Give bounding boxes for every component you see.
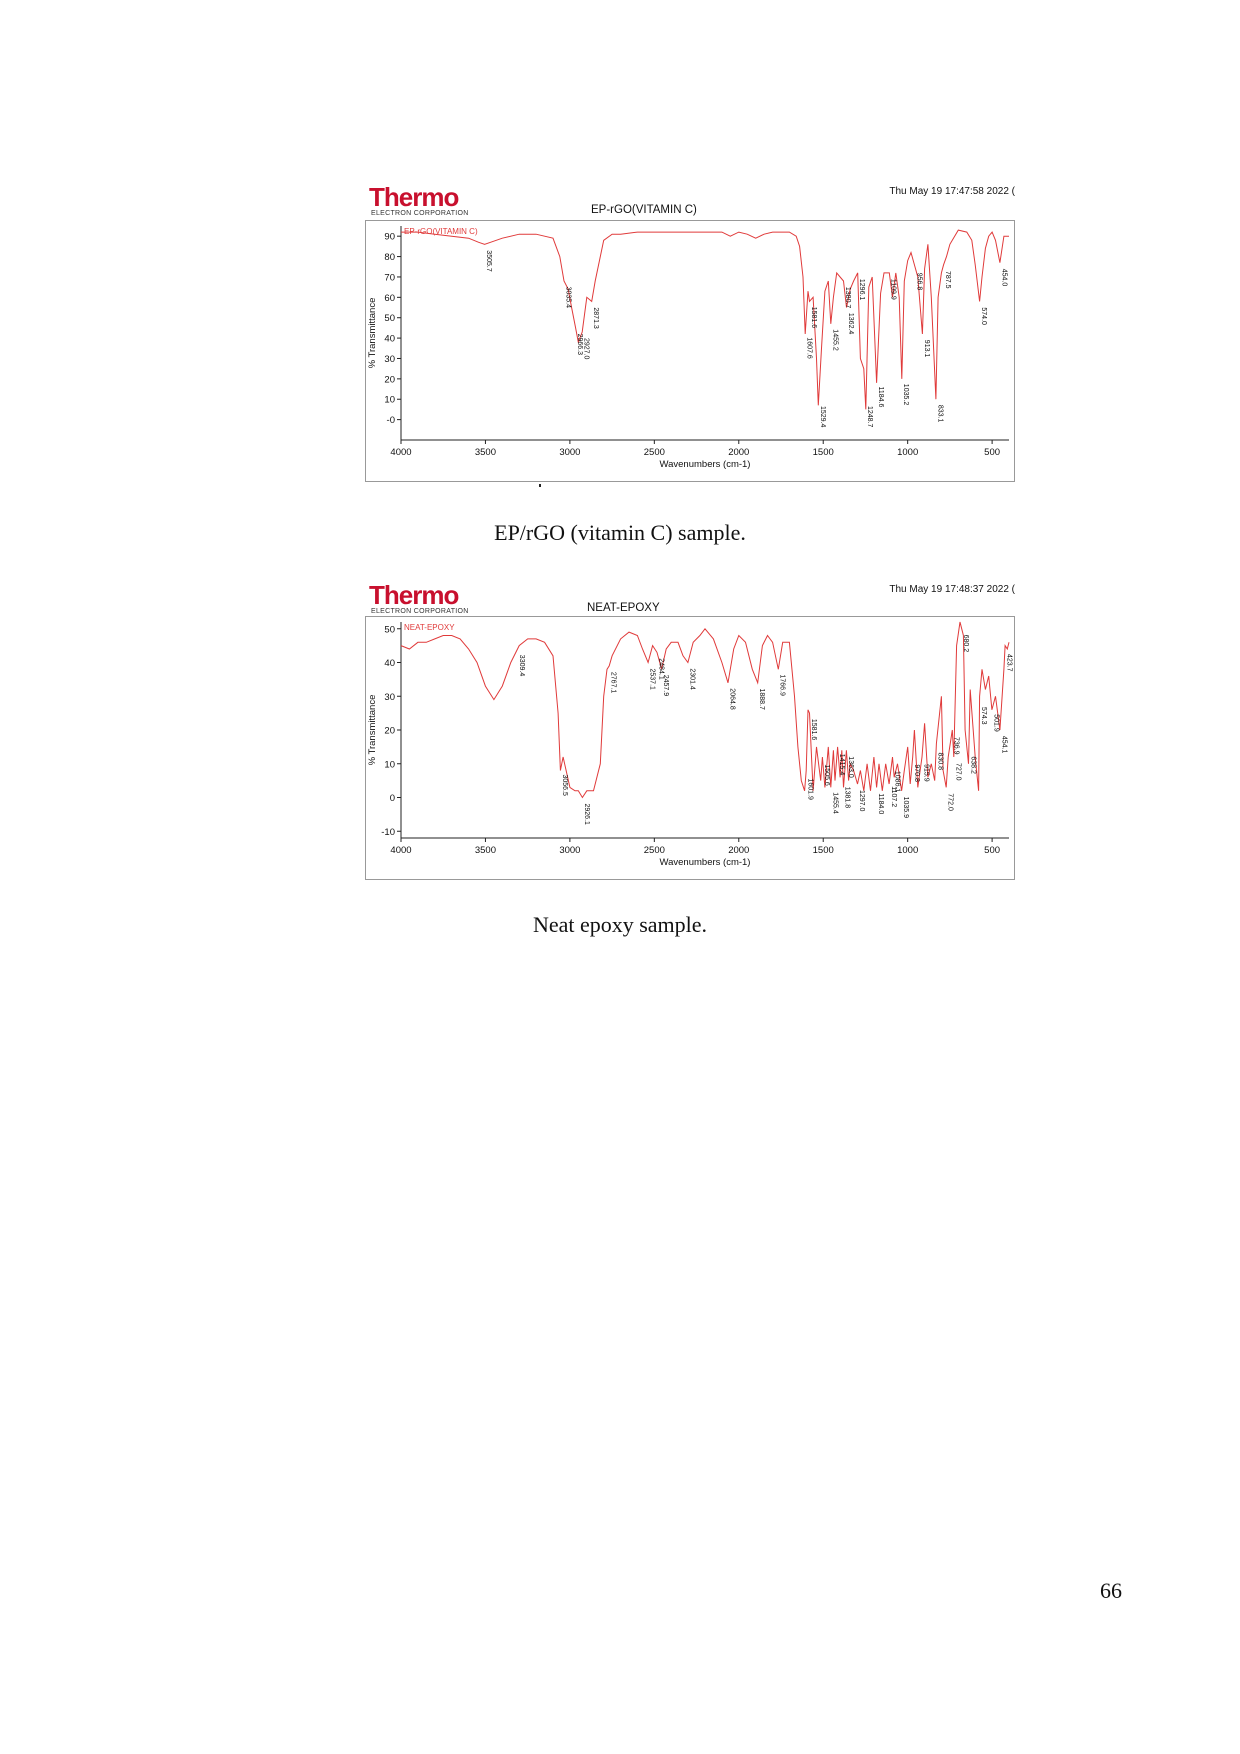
peak-label: 1607.6 <box>805 337 813 359</box>
peak-label: 772.0 <box>946 793 954 811</box>
x-tick-label: 1500 <box>812 845 834 856</box>
peak-label: 736.9 <box>952 737 960 755</box>
peak-label: 915.9 <box>922 764 930 782</box>
peak-label: 1455.4 <box>831 792 839 814</box>
ftir-chart-2 <box>365 616 1015 880</box>
x-tick-label: 1000 <box>897 447 919 458</box>
legend-entry: NEAT-EPOXY <box>404 623 455 632</box>
peak-label: 3309.4 <box>518 654 526 677</box>
peak-label: 2457.9 <box>661 674 669 697</box>
peak-label: 830.8 <box>936 752 944 771</box>
peak-label: 2871.3 <box>592 307 600 329</box>
x-tick-label: 2500 <box>643 845 665 856</box>
x-axis-label: Wavenumbers (cm-1) <box>659 857 751 868</box>
x-tick-label: 4000 <box>390 845 412 856</box>
peak-label: 1035.9 <box>902 796 910 819</box>
peak-label: 2301.4 <box>688 668 696 690</box>
y-tick-label: 80 <box>384 252 395 264</box>
peak-label: 1184.6 <box>877 386 884 408</box>
peak-label: 1888.7 <box>758 688 766 710</box>
y-axis-label: % Transmittance <box>367 694 378 766</box>
x-tick-label: 3500 <box>474 447 497 458</box>
peak-label: 680.2 <box>962 634 970 653</box>
peak-label: 1380.7 <box>843 286 851 309</box>
y-tick-label: 30 <box>384 691 395 703</box>
page-number: 66 <box>1100 1578 1122 1603</box>
peak-label: 2966.3 <box>576 333 584 356</box>
peak-label: 956.8 <box>915 272 923 291</box>
peak-label: 2484.1 <box>657 658 665 680</box>
peak-label: 1248.7 <box>866 406 874 428</box>
peak-label: 1362.4 <box>847 312 854 335</box>
spectrum-figure-2 <box>365 578 1015 882</box>
peak-label: 3035.4 <box>564 286 572 309</box>
peak-label: 1766.9 <box>778 674 786 696</box>
y-tick-label: 90 <box>384 231 395 243</box>
y-tick-label: 10 <box>384 759 395 771</box>
peak-label: 1415.4 <box>838 753 845 776</box>
peak-label: 1455.2 <box>831 329 839 351</box>
peak-label: 3056.5 <box>560 774 568 796</box>
x-tick-label: 3000 <box>559 447 581 458</box>
thermo-logo: Thermo <box>369 580 459 610</box>
y-tick-label: 50 <box>384 624 395 636</box>
peak-label: 1581.6 <box>809 718 817 741</box>
x-tick-label: 500 <box>984 845 1001 856</box>
x-tick-label: 3000 <box>559 845 581 856</box>
y-tick-label: 40 <box>384 333 395 345</box>
spectrum-figure-1 <box>365 180 1015 486</box>
y-tick-label: 10 <box>384 394 395 406</box>
y-tick-label: 20 <box>384 374 395 386</box>
peak-label: 1107.2 <box>890 786 898 808</box>
peak-label: 1581.6 <box>809 306 817 329</box>
timestamp: Thu May 19 17:48:37 2022 ( <box>889 584 1015 595</box>
x-tick-label: 1500 <box>812 447 834 458</box>
x-axis-label: Wavenumbers (cm-1) <box>659 459 751 470</box>
peak-label: 913.1 <box>922 339 930 358</box>
y-tick-label: 60 <box>384 292 395 304</box>
peak-label: 1296.1 <box>858 278 866 301</box>
peak-label: 1601.9 <box>806 778 814 800</box>
peak-label: 1297.0 <box>858 790 865 812</box>
timestamp: Thu May 19 17:47:58 2022 ( <box>889 186 1015 197</box>
plot-frame <box>366 221 1015 482</box>
peak-label: 1184.0 <box>877 793 885 815</box>
figure-caption-2: Neat epoxy sample. <box>532 912 708 937</box>
peak-label: 3505.7 <box>485 250 492 272</box>
peak-label: 2927.0 <box>582 338 590 360</box>
plot-title: NEAT-EPOXY <box>587 602 660 614</box>
x-tick-label: 4000 <box>390 447 412 458</box>
peak-label: 454.0 <box>1000 268 1008 287</box>
peak-label: 1505.6 <box>822 764 830 786</box>
brand-subtitle: ELECTRON CORPORATION <box>371 210 469 217</box>
peak-label: 574.0 <box>980 307 988 325</box>
x-tick-label: 500 <box>984 447 1001 458</box>
peak-label: 2767.1 <box>609 671 617 694</box>
y-tick-label: 40 <box>384 658 395 669</box>
x-tick-label: 2500 <box>643 447 665 458</box>
peak-label: 1086.1 <box>893 770 901 793</box>
peak-label: 1529.4 <box>818 406 826 428</box>
brand-subtitle: ELECTRON CORPORATION <box>371 608 469 615</box>
peak-label: 423.7 <box>1005 654 1013 672</box>
peak-label: 787.5 <box>944 271 952 289</box>
peak-label: 727.0 <box>954 763 962 781</box>
x-tick-label: 2000 <box>728 845 750 856</box>
peak-label: 501.9 <box>992 714 1000 732</box>
y-tick-label: 30 <box>384 353 395 365</box>
x-tick-label: 3500 <box>474 845 497 856</box>
legend-entry: EP-rGO(VITAMIN C) <box>404 227 478 236</box>
y-axis-label: % Transmittance <box>367 297 378 369</box>
peak-label: 574.3 <box>980 707 988 725</box>
peak-label: 833.1 <box>936 404 944 423</box>
x-tick-label: 1000 <box>897 845 919 856</box>
peak-label: 1109.9 <box>889 278 897 300</box>
y-tick-label: -10 <box>381 826 395 838</box>
ftir-chart-1 <box>365 220 1015 482</box>
peak-label: 2926.1 <box>582 803 590 825</box>
peak-label: 1035.2 <box>902 383 910 406</box>
y-tick-label: 70 <box>384 272 395 284</box>
peak-label: 1381.8 <box>843 786 851 809</box>
plot-title: EP-rGO(VITAMIN C) <box>591 204 697 216</box>
peak-label: 1363.0 <box>846 756 854 778</box>
x-tick-label: 2000 <box>728 447 750 458</box>
figure-caption-1: EP/rGO (vitamin C) sample. <box>494 520 746 545</box>
thermo-logo: Thermo <box>369 182 459 212</box>
peak-label: 970.8 <box>913 764 921 782</box>
y-tick-label: 20 <box>384 725 395 737</box>
peak-label: 2537.1 <box>648 668 656 690</box>
y-tick-label: 0 <box>389 793 395 804</box>
peak-label: 638.2 <box>969 756 977 774</box>
stray-mark <box>539 484 541 487</box>
peak-label: 454.1 <box>1000 735 1008 754</box>
y-tick-label: -0 <box>386 415 395 427</box>
peak-label: 2064.8 <box>728 688 736 710</box>
y-tick-label: 50 <box>384 313 395 325</box>
